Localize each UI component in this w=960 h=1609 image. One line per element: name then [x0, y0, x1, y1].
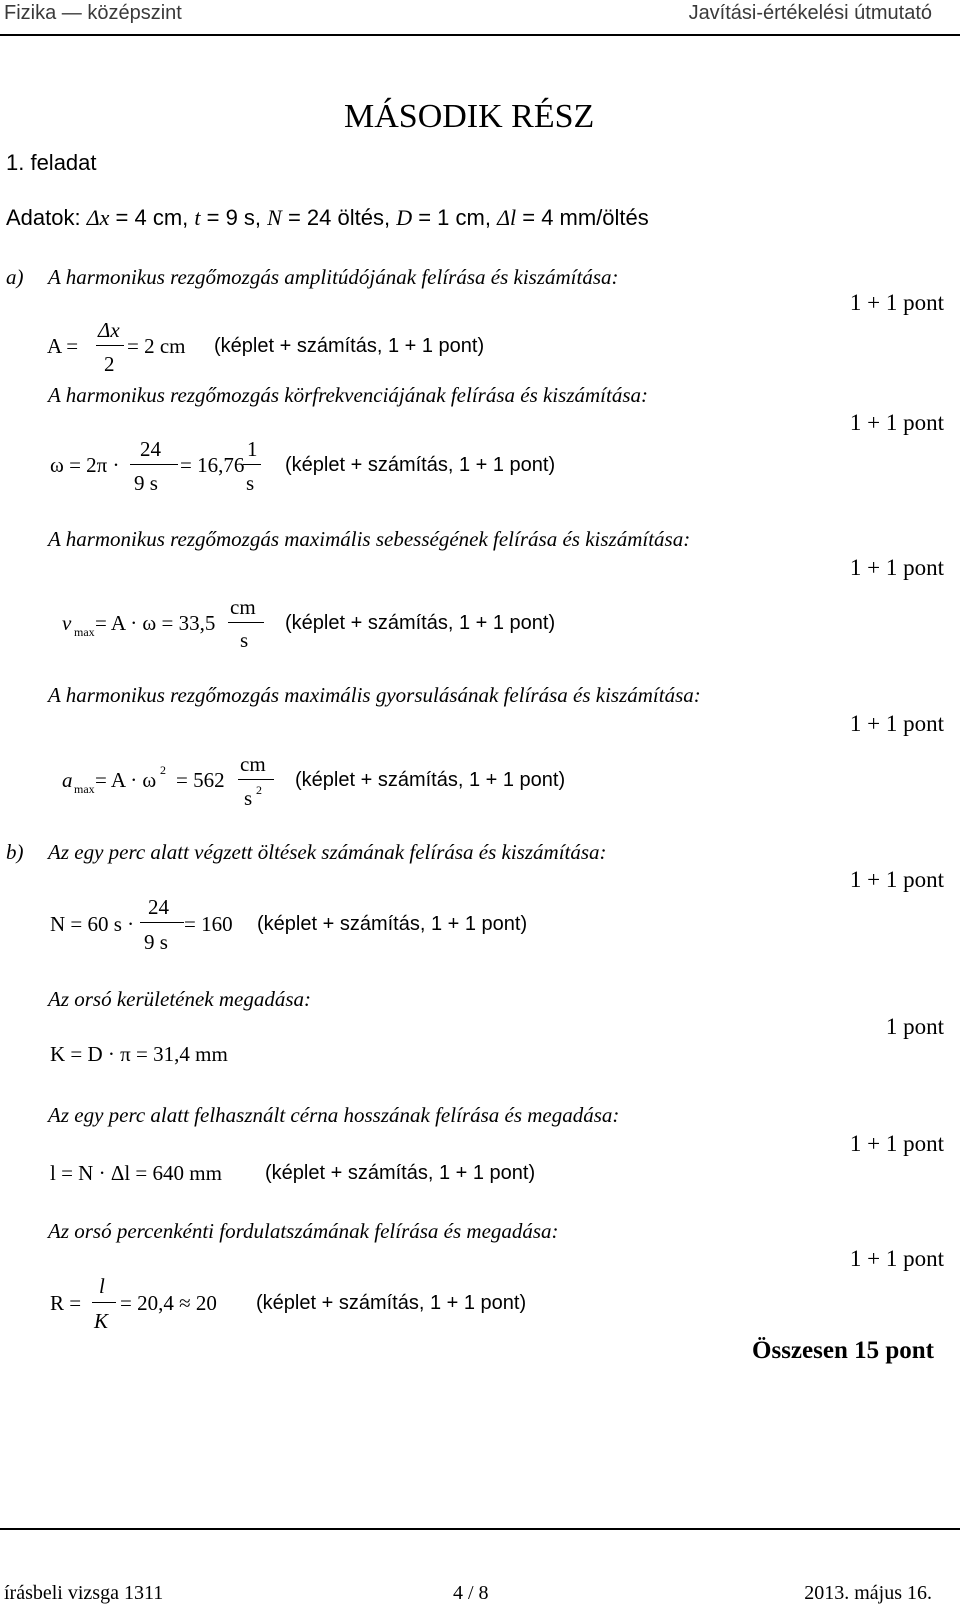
b3-text: Az egy perc alatt felhasznált cérna hosszának felírása és megadása: [48, 1103, 620, 1127]
part-a-label: a) [6, 265, 24, 289]
b1-text: Az egy perc alatt végzett öltések számának felírása és kiszámítása: [48, 840, 607, 864]
a3-points: 1 + 1 pont [849, 555, 944, 580]
footer-left: írásbeli vizsga 1311 [4, 1582, 164, 1604]
total-points: Összesen 15 pont [752, 1337, 934, 1364]
b4-points: 1 + 1 pont [849, 1246, 944, 1271]
part-b-label: b) [6, 840, 24, 864]
formula-circumference: K = D · π = 31,4 mm [50, 1042, 228, 1066]
header-right: Javítási-értékelési útmutató [688, 2, 932, 24]
page-title: MÁSODIK RÉSZ [344, 98, 595, 135]
a2-points: 1 + 1 pont [849, 410, 944, 435]
task-title: 1. feladat [6, 150, 97, 175]
a1-points: 1 + 1 pont [849, 290, 944, 315]
b4-text: Az orsó percenkénti fordulatszámának felírása és megadása: [48, 1219, 559, 1243]
a2-text: A harmonikus rezgőmozgás körfrekvenciájának felírása és kiszámítása: [48, 383, 648, 407]
b2-text: Az orsó kerületének megadása: [48, 987, 312, 1011]
a3-text: A harmonikus rezgőmozgás maximális sebességének felírása és kiszámítása: [48, 527, 691, 551]
a1-text: A harmonikus rezgőmozgás amplitúdójának felírása és kiszámítása: [48, 265, 619, 289]
b1-points: 1 + 1 pont [849, 867, 944, 892]
b2-points: 1 pont [885, 1014, 944, 1039]
b3-points: 1 + 1 pont [849, 1131, 944, 1156]
page-number: 4 / 8 [453, 1582, 489, 1604]
b3-note: (képlet + számítás, 1 + 1 pont) [265, 1162, 536, 1184]
given-data: Adatok: Δx = 4 cm, t = 9 s, N = 24 öltés, D = 1 cm, Δl = 4 mm/öltés [6, 205, 649, 230]
header-left: Fizika — középszint [4, 2, 182, 24]
formula-thread-length: l = N · Δl = 640 mm [50, 1161, 222, 1185]
header-rule [0, 34, 960, 36]
a4-points: 1 + 1 pont [849, 711, 944, 736]
footer-right: 2013. május 16. [804, 1582, 932, 1604]
footer-rule [0, 1528, 960, 1530]
a4-text: A harmonikus rezgőmozgás maximális gyorsulásának felírása és kiszámítása: [48, 683, 701, 707]
